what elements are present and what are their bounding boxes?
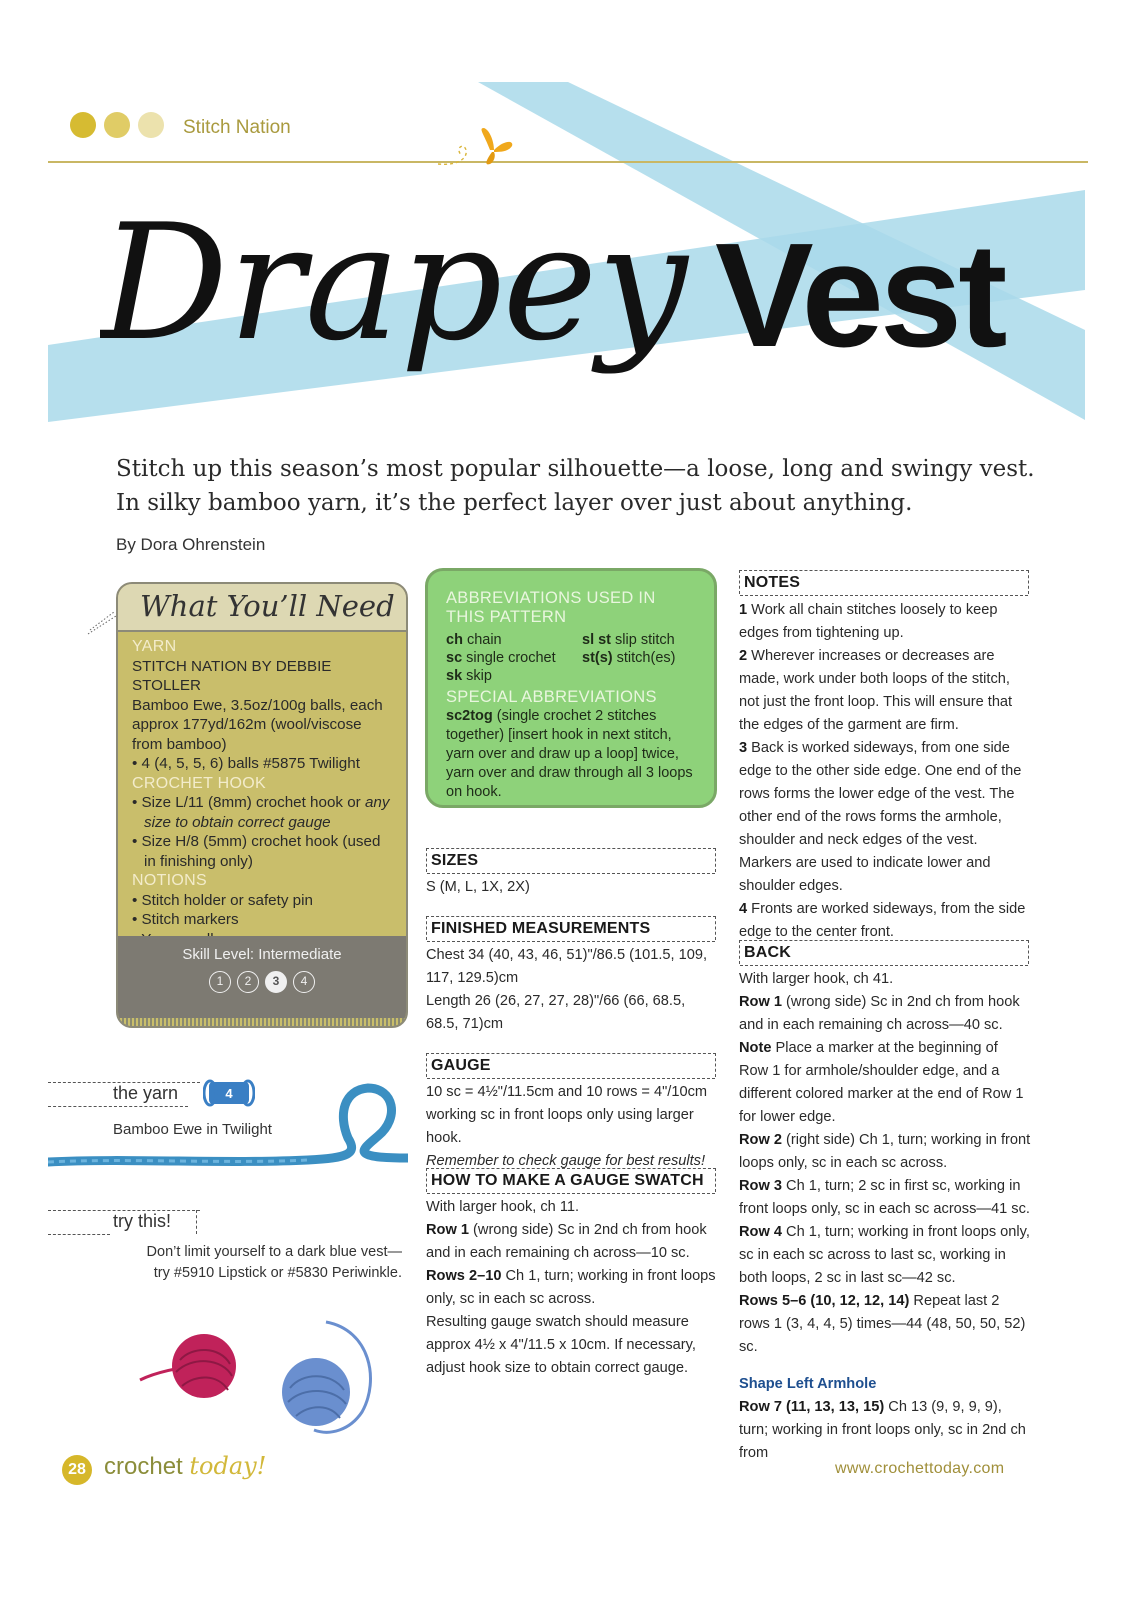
header-dot bbox=[138, 112, 164, 138]
try-callout-heading: try this! bbox=[113, 1211, 172, 1231]
deck-line: Stitch up this season’s most popular silhouette—a loose, long and swingy vest. bbox=[116, 456, 1035, 482]
finished-measurements-text: Chest 34 (40, 43, 46, 51)"/86.5 (101.5, 109, 117, 129.5)cm Length 26 (26, 27, 27, 28)"/66 (66, 68.5, 68.5, 71)cm bbox=[426, 947, 708, 1032]
need-body bbox=[118, 632, 406, 949]
need-yarn-desc: Bamboo Ewe, 3.5oz/100g balls, each approx 177yd/162m (wool/viscose from bamboo) bbox=[132, 696, 383, 753]
abbr-item: st(s) stitch(es) bbox=[582, 650, 676, 666]
need-notions-head: NOTIONS bbox=[132, 872, 207, 889]
page-number: 28 bbox=[62, 1455, 92, 1485]
skill-level-2: 2 bbox=[237, 971, 259, 993]
need-notion: • Stitch holder or safety pin bbox=[132, 891, 313, 909]
shape-left-armhole-heading: Shape Left Armhole bbox=[739, 1376, 877, 1392]
header-dots bbox=[70, 112, 164, 138]
skill-level-1: 1 bbox=[209, 971, 231, 993]
header-dot bbox=[70, 112, 96, 138]
gauge-swatch-heading: HOW TO MAKE A GAUGE SWATCH bbox=[426, 1168, 716, 1192]
try-callout-rule bbox=[48, 1234, 110, 1235]
need-yarn-brand: STITCH NATION BY DEBBIE STOLLER bbox=[132, 657, 332, 694]
abbr-item: sl st slip stitch bbox=[582, 632, 675, 648]
twilight-yarn-strand bbox=[48, 1078, 408, 1178]
special-abbr-heading: SPECIAL ABBREVIATIONS bbox=[446, 688, 657, 706]
need-hook-2: • Size H/8 (5mm) crochet hook (used in finishing only) bbox=[132, 833, 381, 870]
note-item: 2 Wherever increases or decreases are made, work under both loops of the stitch, not just the front loop. This will ensure that the edges of the garment are firm. bbox=[739, 648, 1013, 733]
yarn-balls-image bbox=[130, 1300, 400, 1450]
need-notion: • Stitch markers bbox=[132, 911, 239, 928]
abbr-item: sc single crochet bbox=[446, 650, 556, 666]
deck-line: In silky bamboo yarn, it’s the perfect layer over just about anything. bbox=[116, 490, 913, 516]
abbr-list bbox=[446, 631, 696, 685]
svg-text:Drapey: Drapey bbox=[100, 189, 688, 376]
header-rule bbox=[48, 161, 1088, 163]
need-hook-1: • Size L/11 (8mm) crochet hook or any size to obtain correct gauge bbox=[132, 794, 390, 831]
finished-measurements-heading: FINISHED MEASUREMENTS bbox=[426, 916, 716, 940]
need-yarn-head: YARN bbox=[132, 638, 177, 655]
abbr-item: ch chain bbox=[446, 632, 502, 648]
footer-url: www.crochettoday.com bbox=[835, 1460, 1005, 1477]
skill-level-4: 4 bbox=[293, 971, 315, 993]
skill-level-panel bbox=[118, 936, 406, 1026]
perforation-edge bbox=[118, 1018, 406, 1026]
sizes-text: S (M, L, 1X, 2X) bbox=[426, 879, 530, 895]
abbreviations-box bbox=[425, 568, 717, 808]
notes-text bbox=[739, 599, 1031, 944]
try-callout-rule bbox=[196, 1210, 197, 1234]
skill-level-label: Skill Level: Intermediate bbox=[182, 946, 342, 963]
skill-level-3: 3 bbox=[265, 971, 287, 993]
need-title: What You’ll Need bbox=[118, 584, 406, 632]
note-item: 4 Fronts are worked sideways, from the side edge to the center front. bbox=[739, 901, 1026, 940]
section-name: Stitch Nation bbox=[183, 117, 291, 138]
abbr-heading: ABBREVIATIONS USED IN THIS PATTERN bbox=[446, 589, 656, 626]
header-dot bbox=[104, 112, 130, 138]
need-hook-head: CROCHET HOOK bbox=[132, 774, 266, 792]
yarn-callout-text: Bamboo Ewe in Twilight bbox=[113, 1121, 272, 1138]
try-callout-text: Don’t limit yourself to a dark blue vest— try #5910 Lipstick or #5830 Periwinkle. bbox=[146, 1244, 402, 1281]
back-heading: BACK bbox=[739, 940, 1029, 964]
gauge-text: 10 sc = 4½"/11.5cm and 10 rows = 4"/10cm working sc in front loops only using larger hook. Remember to check gauge for best results! bbox=[426, 1084, 708, 1169]
svg-text:4: 4 bbox=[225, 1086, 233, 1101]
what-youll-need-box bbox=[116, 582, 408, 1028]
title-script-word bbox=[100, 168, 700, 488]
yarn-callout-heading: the yarn bbox=[113, 1083, 179, 1103]
sizes-heading: SIZES bbox=[426, 848, 716, 872]
skill-level-circles bbox=[118, 971, 406, 993]
note-item: 3 Back is worked sideways, from one side edge to the other side edge. One end of the rows forms the lower edge of the vest. The other end of the rows forms the armhole, shoulder and neck edges of the vest. Markers are used to indicate lower and shoulder edges. bbox=[739, 740, 1022, 894]
special-abbr-text: sc2tog (single crochet 2 stitches together) [insert hook in next stitch, yarn over and draw up a loop] twice, yarn over and draw through all 3 loops on hook. bbox=[446, 708, 693, 800]
byline: By Dora Ohrenstein bbox=[116, 535, 266, 554]
need-yarn-qty: • 4 (4, 5, 5, 6) balls #5875 Twilight bbox=[132, 755, 360, 772]
notes-heading: NOTES bbox=[739, 570, 1029, 594]
note-item: 1 Work all chain stitches loosely to keep edges from tightening up. bbox=[739, 602, 998, 641]
back-text: With larger hook, ch 41. Row 1 (wrong side) Sc in 2nd ch from hook and in each remaining ch across—40 sc. Note Place a marker at the beginning of Row 1 for armhole/shoulder edge, and a different colored marker at the end of Row 1 for lower edge. Row 2 (right side) Ch 1, turn; working in front loops only, sc in each sc across. Row 3 Ch 1, turn; 2 sc in first sc, working in front loops only, sc in each sc across—41 sc. Row 4 Ch 1, turn; working in front loops only, sc in each sc across to last sc, working in both loops, 2 sc in last sc—42 sc. Rows 5–6 (10, 12, 12, 14) Repeat last 2 rows 1 (3, 4, 4, 5) times—44 (48, 50, 50, 52) sc. Shape Left Armhole Row 7 (11, 13, 13, 15) Ch 13 (9, 9, 9, 9), turn; working in front loops only, sc in 2nd ch from bbox=[739, 971, 1031, 1461]
deck bbox=[116, 452, 1036, 520]
hook-mark-icon bbox=[86, 608, 118, 636]
abbr-item: sk skip bbox=[446, 668, 492, 684]
footer-brand: crochet today! bbox=[104, 1452, 267, 1480]
title-block-word: Vest bbox=[715, 213, 1004, 378]
gauge-heading: GAUGE bbox=[426, 1053, 716, 1077]
gauge-swatch-text: With larger hook, ch 11. Row 1 (wrong side) Sc in 2nd ch from hook and in each remaining ch across—10 sc. Rows 2–10 Ch 1, turn; working in front loops only, sc in each sc across. Resulting gauge swatch should measure approx 4½ x 4"/11.5 x 10cm. If necessary, adjust hook size to obtain correct gauge. bbox=[426, 1199, 716, 1376]
